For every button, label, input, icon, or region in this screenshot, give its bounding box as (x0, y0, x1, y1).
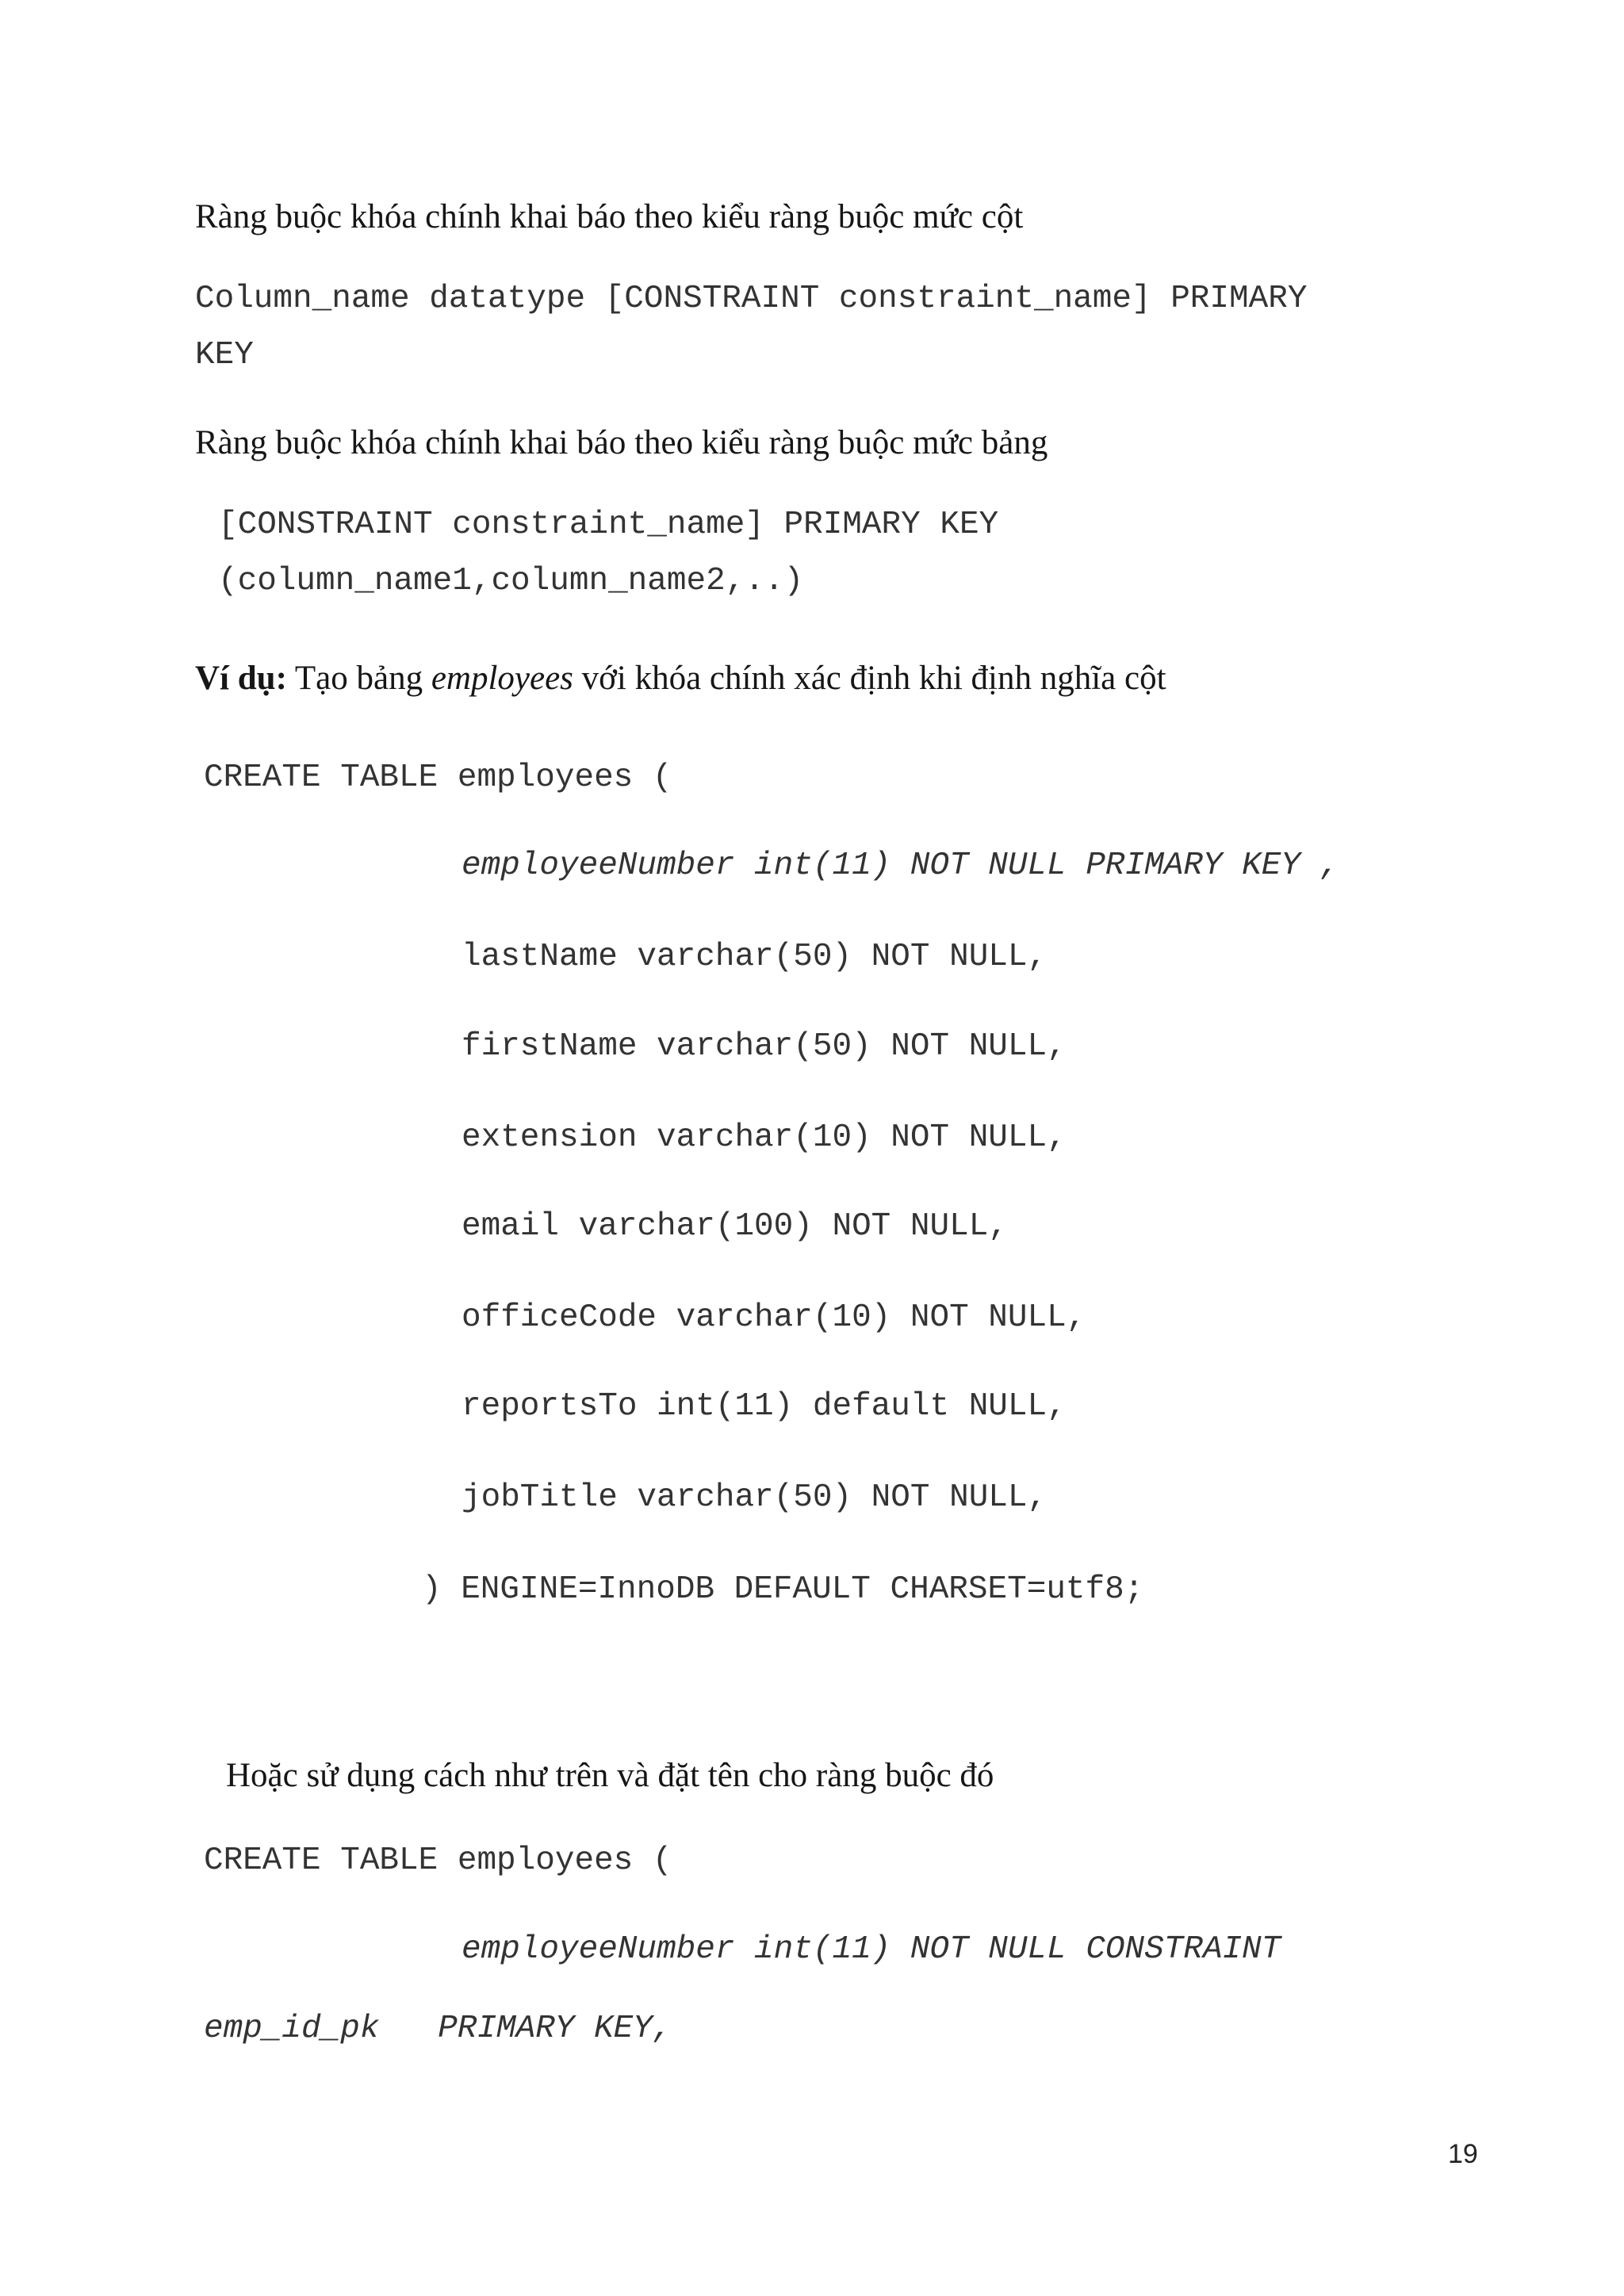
code1-line: reportsTo int(11) default NULL, (462, 1388, 1067, 1425)
code2-pk-line-2: emp_id_pk PRIMARY KEY, (204, 2011, 672, 2047)
code2-pk-line-1: employeeNumber int(11) NOT NULL CONSTRAINT (462, 1931, 1281, 1968)
code1-line: officeCode varchar(10) NOT NULL, (462, 1299, 1086, 1336)
code1-close-line: ) ENGINE=InnoDB DEFAULT CHARSET=utf8; (422, 1571, 1144, 1608)
syntax-table-line-2: (column_name1,column_name2,..) (218, 563, 804, 599)
code1-line: extension varchar(10) NOT NULL, (462, 1119, 1067, 1156)
syntax-table-line-1: [CONSTRAINT constraint_name] PRIMARY KEY (218, 507, 999, 543)
example-text-before: Tạo bảng (286, 660, 431, 697)
code1-line: jobTitle varchar(50) NOT NULL, (462, 1479, 1048, 1516)
example-label: Ví dụ: (195, 660, 287, 697)
example-paragraph (195, 658, 1166, 699)
code1-line: firstName varchar(50) NOT NULL, (462, 1028, 1067, 1065)
example-table-name: employees (431, 660, 573, 697)
code1-create-line: CREATE TABLE employees ( (204, 760, 672, 796)
heading-column-level: Ràng buộc khóa chính khai báo theo kiểu ràng buộc mức cột (195, 198, 1024, 235)
code1-pk-line: employeeNumber int(11) NOT NULL PRIMARY KEY , (462, 848, 1340, 884)
code1-line: lastName varchar(50) NOT NULL, (462, 939, 1048, 975)
example-text-after: với khóa chính xác định khi định nghĩa cột (573, 660, 1166, 697)
heading-table-level: Ràng buộc khóa chính khai báo theo kiểu ràng buộc mức bảng (195, 424, 1048, 461)
code1-line: email varchar(100) NOT NULL, (462, 1208, 1008, 1245)
page-number: 19 (1448, 2139, 1478, 2169)
code2-create-line: CREATE TABLE employees ( (204, 1843, 672, 1879)
syntax-column-line-1: Column_name datatype [CONSTRAINT constraint_name] PRIMARY (195, 281, 1308, 317)
alt-heading: Hoặc sử dụng cách như trên và đặt tên cho ràng buộc đó (226, 1757, 994, 1794)
syntax-column-line-2: KEY (195, 337, 254, 373)
